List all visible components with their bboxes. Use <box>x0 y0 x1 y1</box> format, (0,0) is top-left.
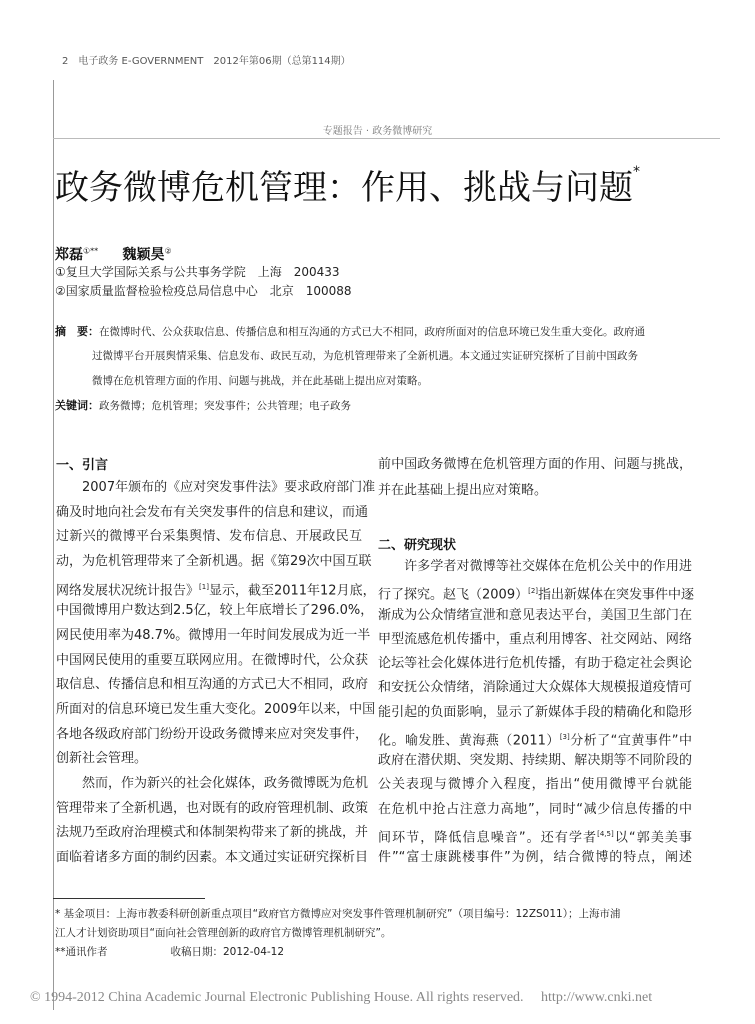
title-text: 政务微博危机管理：作用、挑战与问题 <box>55 168 633 208</box>
body-text-line <box>378 608 692 624</box>
keywords-label: 关键词： <box>55 399 99 412</box>
body-text-line <box>56 825 369 841</box>
body-text-line <box>378 632 692 648</box>
body-text-line <box>56 628 371 644</box>
body-text-line <box>56 529 362 545</box>
text-segment: 指出新媒体在突发事件中逐 <box>538 587 695 603</box>
text-segment: 网民使用率为48.7%。微博用一年时间发展成为近一半 <box>56 628 371 644</box>
text-segment: 法规乃至政府治理模式和体制架构带来了新的挑战，并 <box>56 825 369 841</box>
text-segment: 间环节，降低信息噪音”。还有学者 <box>378 830 598 846</box>
keywords-text: 政务微博；危机管理；突发事件；公共管理；电子政务 <box>99 400 351 412</box>
abstract-line: 微博在危机管理方面的作用、问题与挑战，并在此基础上提出应对策略。 <box>92 375 428 387</box>
copyright-notice: © 1994-2012 China Academic Journal Electronic Publishing House. All rights reserved. http://www.cnki.net <box>30 990 653 1005</box>
author-mark: ①** <box>83 246 99 256</box>
body-text-line <box>56 480 376 496</box>
body-text-line <box>378 826 692 846</box>
body-text-line <box>378 457 692 473</box>
body-text-line <box>56 652 369 669</box>
text-segment: 化。喻发胜、黄海燕（2011） <box>378 733 560 749</box>
affiliation: ①复旦大学国际关系与公共事务学院 上海 200433 <box>55 265 340 279</box>
body-text-line <box>378 559 692 575</box>
text-segment: 行了探究。赵飞（2009） <box>378 587 529 603</box>
body-text-line <box>378 777 692 793</box>
footnote-rule <box>53 898 205 899</box>
body-text-line <box>378 753 692 769</box>
body-text-line <box>56 776 369 792</box>
body-text-line <box>56 751 362 767</box>
keywords <box>55 397 351 413</box>
body-text-line <box>378 802 692 818</box>
abstract-line <box>55 323 645 339</box>
section-heading-research-status: 二、研究现状 <box>378 538 457 553</box>
citation-ref[interactable]: [1] <box>199 582 209 591</box>
text-segment: 2007年颁布的《应对突发事件法》要求政府部门准 <box>56 480 376 495</box>
text-segment: 分析了“宜黄事件”中 <box>569 733 692 749</box>
author-name: 郑磊 <box>55 247 83 263</box>
text-segment: 动，为危机管理带来了全新机遇。据《第29次中国互联 <box>56 554 372 569</box>
abstract-line: 过微博平台开展舆情采集、信息发布、政民互动，为危机管理带来了全新机遇。本文通过实证研究探析了目前中国政务 <box>92 350 638 362</box>
text-segment: 公关表现与微博介入程度，指出“使用微博平台就能 <box>378 777 692 793</box>
body-text-line <box>56 504 369 521</box>
text-segment: 论坛等社会化媒体进行危机传播，有助于稳定社会舆论 <box>378 656 692 671</box>
text-segment: 管理带来了全新机遇，也对既有的政府管理机制、政策 <box>56 800 369 816</box>
body-text-line <box>378 705 692 721</box>
body-text-line <box>56 677 369 693</box>
text-segment: 确及时地向社会发布有关突发事件的信息和建议，而通 <box>56 504 369 520</box>
text-segment: 在危机中抢占注意力高地”，同时“减少信息传播的中 <box>378 801 692 817</box>
citation-ref[interactable]: [2] <box>528 587 539 596</box>
footnote: **通讯作者 收稿日期：2012-04-12 <box>55 946 285 958</box>
body-text-line <box>56 850 369 866</box>
body-text-line <box>378 729 692 749</box>
section-label: 专题报告 · 政务微博研究 <box>322 126 433 137</box>
text-segment: 面临着诸多方面的制约因素。本文通过实证研究探析目 <box>56 850 369 866</box>
author-name: 魏颖昊 <box>122 247 165 263</box>
text-segment: 显示，截至2011年12月底， <box>208 583 376 598</box>
text-segment: 以“郭美美事 <box>613 830 692 846</box>
body-text-line <box>378 850 692 866</box>
affiliation: ②国家质量监督检验检疫总局信息中心 北京 100088 <box>55 284 352 298</box>
text-segment: 所面对的信息环境已发生重大变化。2009年以来，中国 <box>56 702 376 718</box>
body-text-line <box>56 800 369 817</box>
text-segment: 政府在潜伏期、突发期、持续期、解决期等不同阶段的 <box>378 753 692 768</box>
text-segment: 过新兴的微博平台采集舆情、发布信息、开展政民互 <box>56 529 362 545</box>
text-segment: 取信息、传播信息和相互沟通的方式已大不相同，政府 <box>56 677 369 693</box>
body-text-line <box>56 702 376 718</box>
text-segment: 能引起的负面影响，显示了新媒体手段的精确化和隐形 <box>378 704 692 720</box>
body-text-line <box>56 603 374 619</box>
text-segment: 渐成为公众情绪宣泄和意见表达平台，美国卫生部门在 <box>378 607 692 623</box>
body-text-line <box>56 726 369 743</box>
text-segment: 各地各级政府部门纷纷开设政务微博来应对突发事件， <box>56 726 369 742</box>
title-footnote-mark: * <box>633 164 640 180</box>
text-segment: 和安抚公众情绪，消除通过大众媒体大规模报道疫情可 <box>378 680 692 696</box>
section-heading-intro: 一、引言 <box>56 458 109 473</box>
text-segment: 甲型流感危机传播中，重点利用博客、社交网站、网络 <box>378 631 692 647</box>
footnote: * 基金项目：上海市教委科研创新重点项目“政府官方微博应对突发事件管理机制研究”（项目编号：12ZS011）；上海市浦 <box>55 908 621 920</box>
text-segment: 前中国政务微博在危机管理方面的作用、问题与挑战， <box>378 457 692 472</box>
body-text-line <box>378 680 692 696</box>
citation-ref[interactable]: [4,5] <box>597 829 614 838</box>
body-text-line <box>378 583 695 603</box>
margin-rule <box>53 80 54 1010</box>
header-rule <box>53 138 720 139</box>
running-header: 2 电子政务 E-GOVERNMENT 2012年第06期（总第114期） <box>62 56 351 67</box>
text-segment: 网络发展状况统计报告》 <box>56 583 200 598</box>
text-segment: 并在此基础上提出应对策略。 <box>378 483 548 498</box>
footnote: 江人才计划资助项目“面向社会管理创新的政府官方微博管理机制研究”。 <box>55 927 392 939</box>
text-segment: 中国网民使用的重要互联网应用。在微博时代，公众获 <box>56 652 369 668</box>
text-segment: 然而，作为新兴的社会化媒体，政务微博既为危机 <box>56 776 369 792</box>
body-text-line <box>378 483 692 499</box>
text-segment: 件”“富士康跳楼事件”为例，结合微博的特点，阐述 <box>378 850 692 865</box>
abstract-text: 在微博时代、公众获取信息、传播信息和相互沟通的方式已大不相同，政府所面对的信息环境已发生重大变化。政府通 <box>99 326 645 338</box>
text-segment: 创新社会管理。 <box>56 751 148 767</box>
body-text-line <box>378 656 692 672</box>
article-title <box>55 160 640 209</box>
text-segment: 中国微博用户数达到2.5亿，较上年底增长了296.0%， <box>56 603 374 619</box>
abstract-label: 摘 要： <box>55 325 99 338</box>
body-text-line <box>56 554 372 570</box>
body-text-line <box>56 579 376 599</box>
authors <box>55 244 172 264</box>
author-mark: ② <box>164 246 172 256</box>
text-segment: 许多学者对微博等社交媒体在危机公关中的作用进 <box>378 559 692 574</box>
citation-ref[interactable]: [3] <box>559 732 570 741</box>
